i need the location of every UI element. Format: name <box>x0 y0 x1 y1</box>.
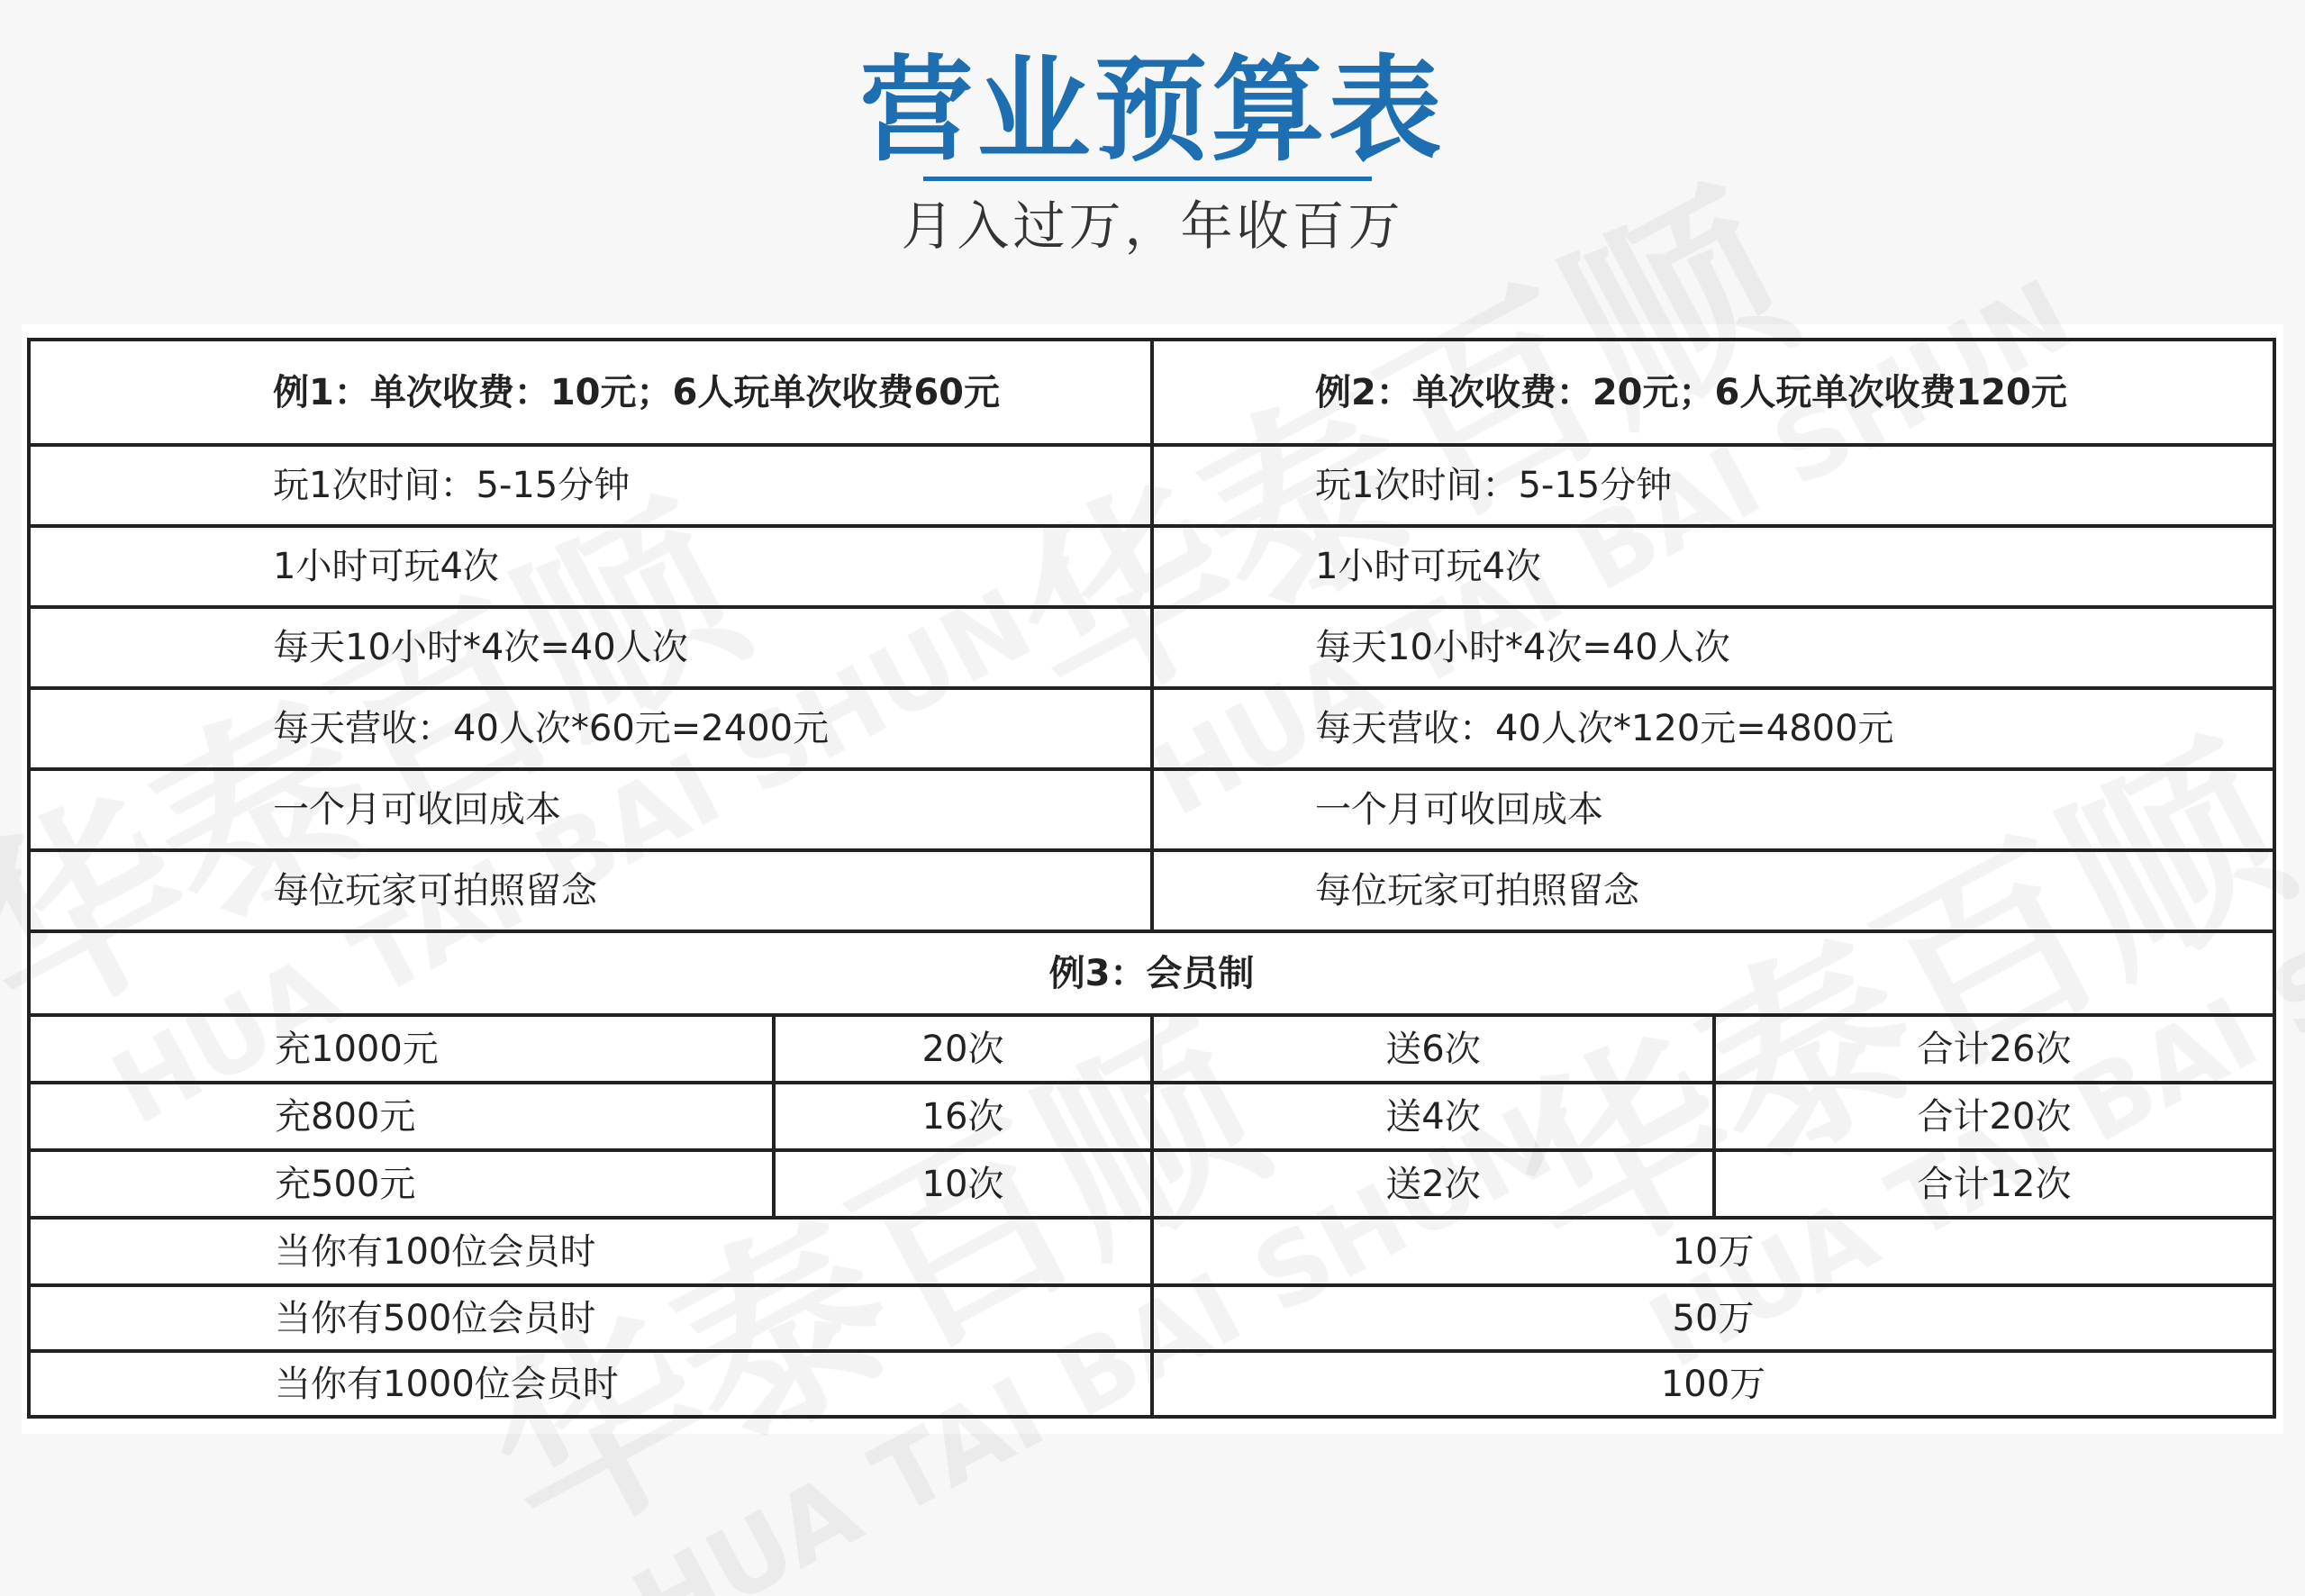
example1-row: 玩1次时间：5-15分钟 <box>273 465 631 506</box>
tier-times: 20次 <box>921 1028 1004 1070</box>
example2-heading: 例2：单次收费：20元；6人玩单次收费120元 <box>1315 371 2067 413</box>
tier-bonus: 送2次 <box>1385 1163 1481 1205</box>
tier-times: 16次 <box>921 1095 1004 1138</box>
member-count-label: 当你有1000位会员时 <box>275 1363 619 1405</box>
example2-row: 1小时可玩4次 <box>1315 546 1541 587</box>
table-rule <box>2273 338 2276 1419</box>
page-title: 营业预算表 <box>859 44 1446 177</box>
example1-row: 一个月可收回成本 <box>273 789 561 830</box>
tier-total: 合计12次 <box>1917 1163 2072 1205</box>
example2-row: 一个月可收回成本 <box>1315 789 1603 830</box>
member-revenue-value: 10万 <box>1672 1230 1755 1273</box>
example1-row: 每位玩家可拍照留念 <box>273 870 597 911</box>
table-rule <box>27 338 31 1419</box>
example3-heading: 例3：会员制 <box>1048 952 1255 994</box>
example2-row: 每天10小时*4次=40人次 <box>1315 627 1730 668</box>
example2-row: 每位玩家可拍照留念 <box>1315 870 1639 911</box>
tier-times: 10次 <box>921 1163 1004 1205</box>
tier-total: 合计26次 <box>1917 1028 2072 1070</box>
member-revenue-value: 100万 <box>1660 1363 1766 1405</box>
table-rule <box>1150 338 1154 933</box>
tier-total: 合计20次 <box>1917 1095 2072 1138</box>
example1-row: 每天营收：40人次*60元=2400元 <box>273 708 830 749</box>
example1-row: 每天10小时*4次=40人次 <box>273 627 688 668</box>
tier-recharge: 充800元 <box>275 1095 416 1138</box>
tier-recharge: 充500元 <box>275 1163 416 1205</box>
tier-recharge: 充1000元 <box>275 1028 439 1070</box>
tier-bonus: 送4次 <box>1385 1095 1481 1138</box>
title-underline <box>923 177 1372 181</box>
member-count-label: 当你有100位会员时 <box>275 1230 596 1273</box>
member-revenue-value: 50万 <box>1672 1297 1755 1339</box>
example1-heading: 例1：单次收费：10元；6人玩单次收费60元 <box>273 371 1000 413</box>
example2-row: 玩1次时间：5-15分钟 <box>1315 465 1673 506</box>
example1-row: 1小时可玩4次 <box>273 546 499 587</box>
tier-bonus: 送6次 <box>1385 1028 1481 1070</box>
page-subtitle: 月入过万，年收百万 <box>901 195 1404 257</box>
member-count-label: 当你有500位会员时 <box>275 1297 596 1339</box>
example2-row: 每天营收：40人次*120元=4800元 <box>1315 708 1894 749</box>
